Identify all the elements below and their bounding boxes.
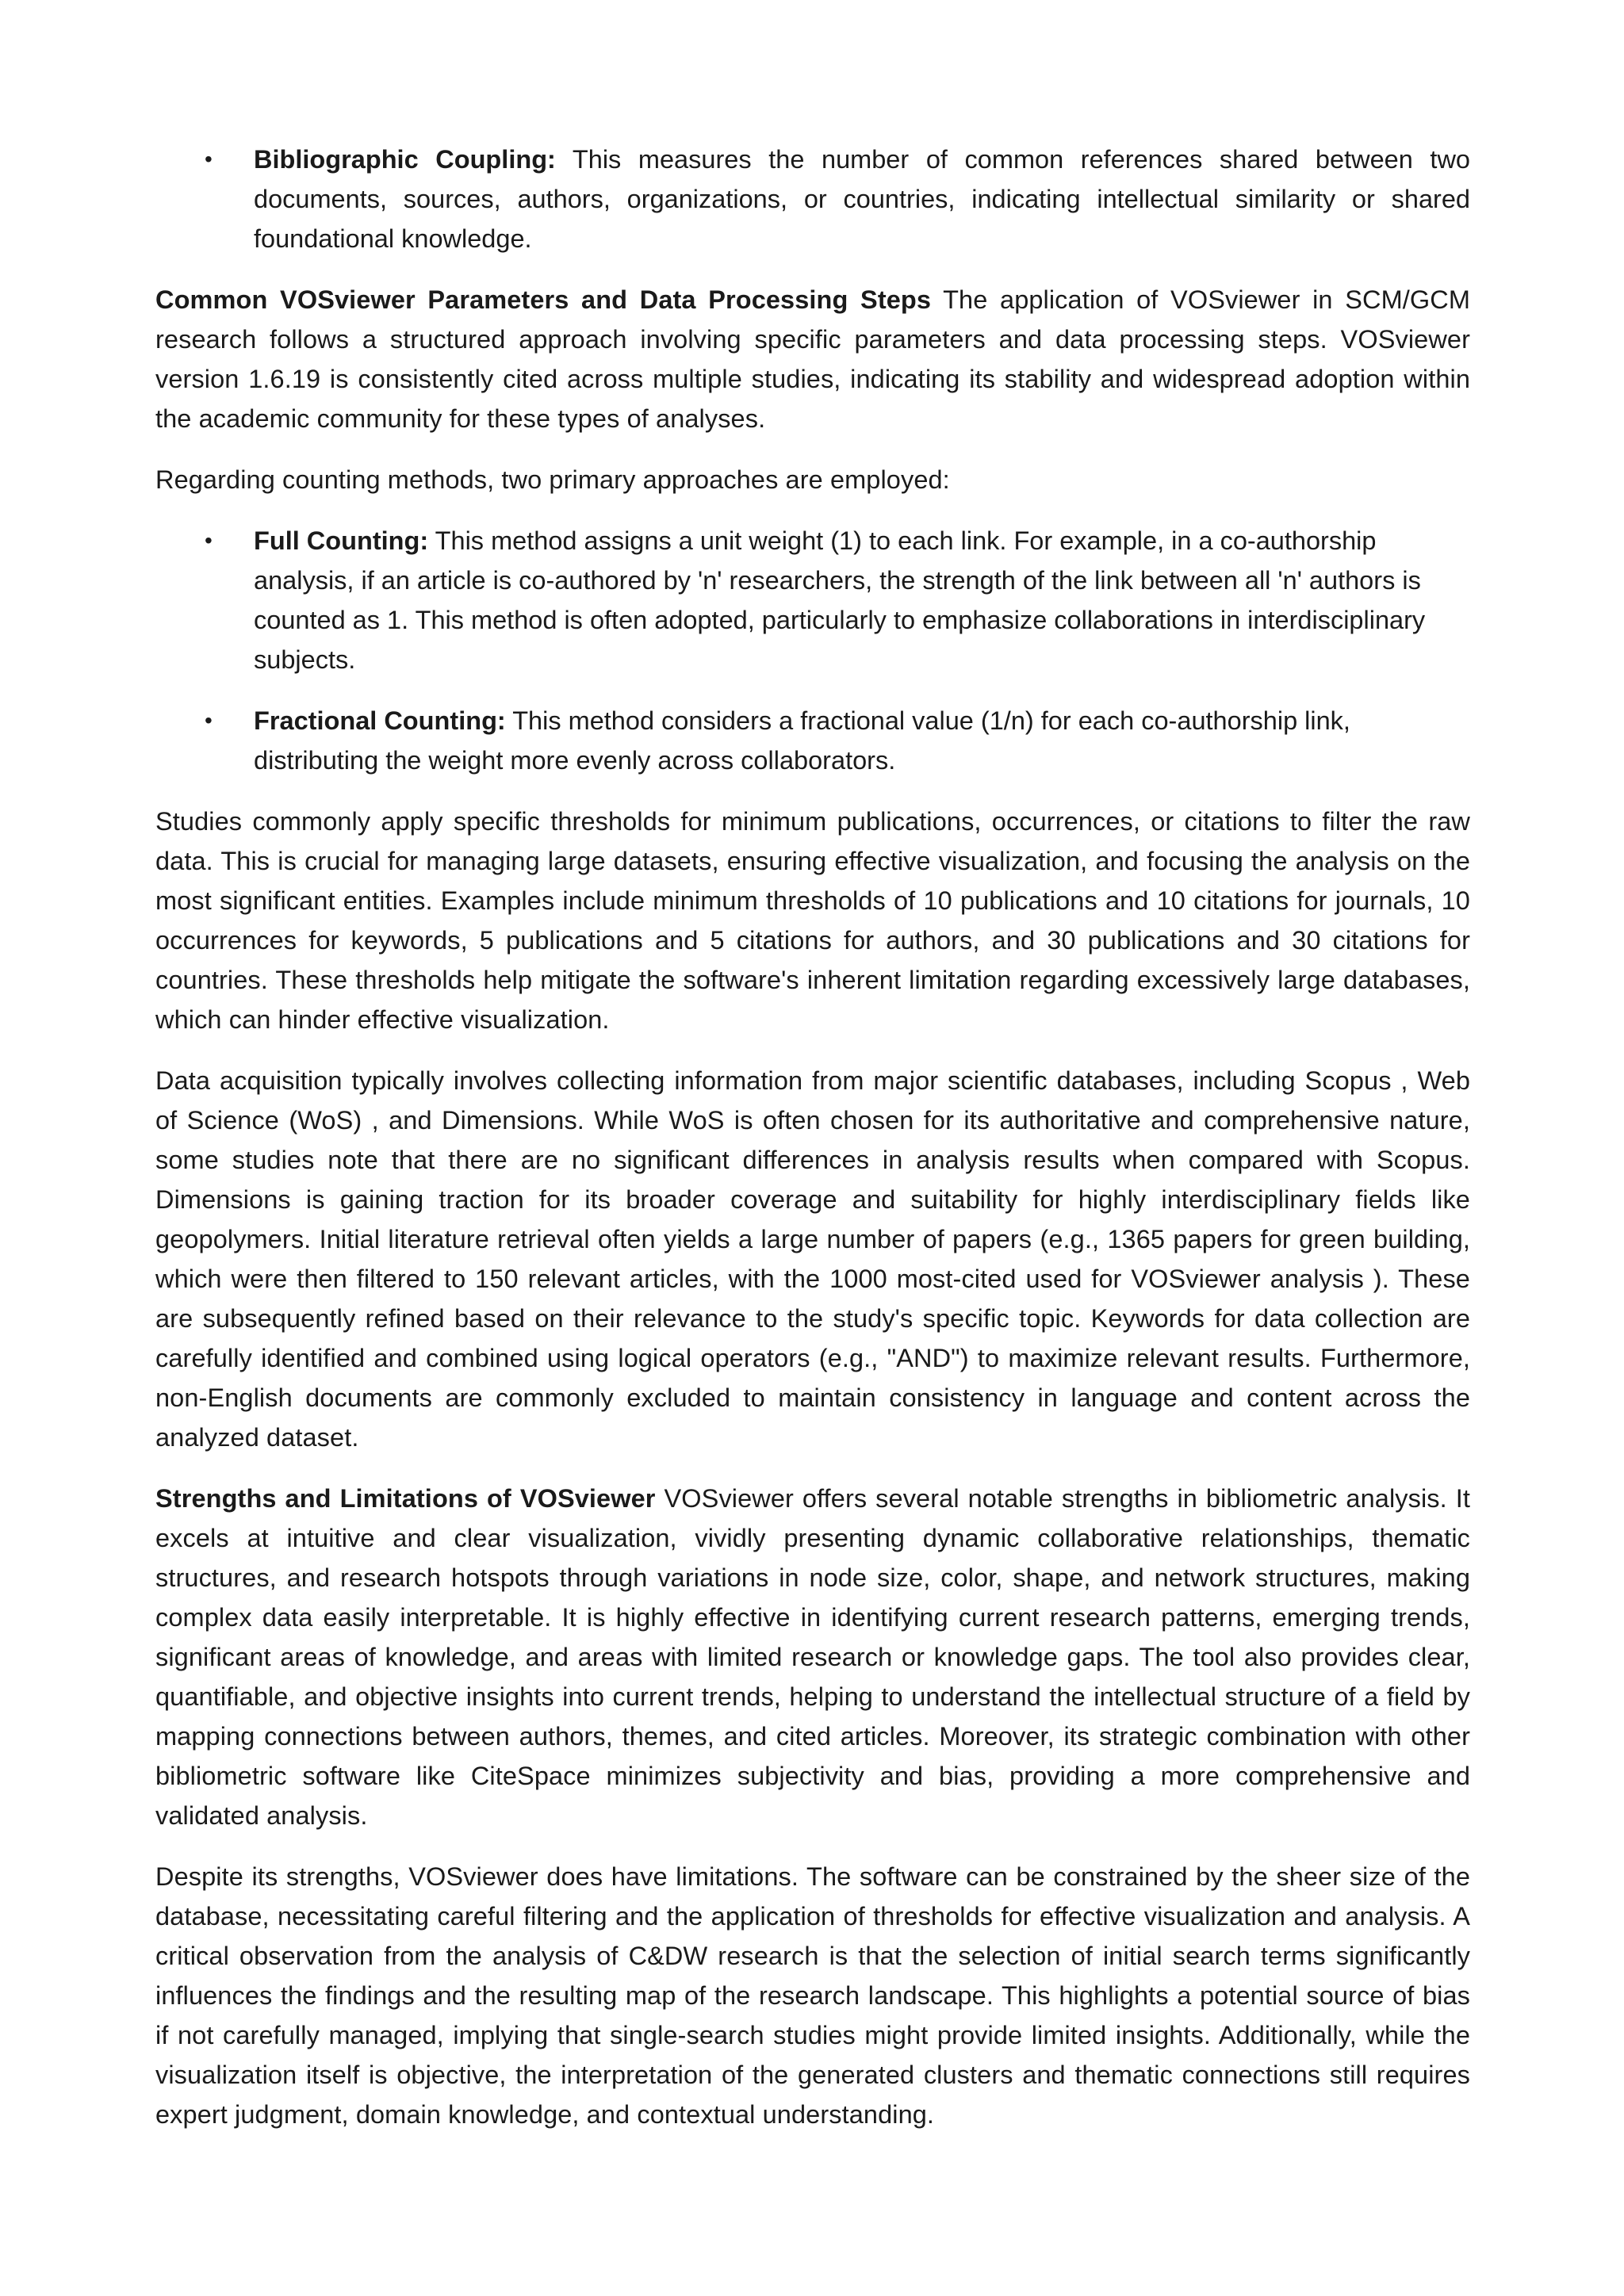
- paragraph-text: VOSviewer offers several notable strengths in bibliometric analysis. It excels at intuitive and clear visualization, vividly presenting dynamic collaborative relationships, thematic structures, and research hotspots through variations in node size, color, shape, and network structures, making complex data easily interpretable. It is highly effective in identifying current research patterns, emerging trends, significant areas of knowledge, and areas with limited research or knowledge gaps. The tool also provides clear, quantifiable, and objective insights into current trends, helping to understand the intellectual structure of a field by mapping connections between authors, themes, and cited articles. Moreover, its strategic combination with other bibliometric software like CiteSpace minimizes subjectivity and bias, providing a more comprehensive and validated analysis.: [155, 1484, 1470, 1830]
- term-text: This method considers a fractional value (1/n) for each co-authorship link, distributing the weight more evenly across collaborators.: [254, 706, 1350, 775]
- section-heading: Strengths and Limitations of VOSviewer: [155, 1484, 656, 1513]
- bullet-marker: •: [205, 147, 213, 171]
- paragraph-counting-intro: Regarding counting methods, two primary approaches are employed:: [155, 465, 950, 494]
- section-heading: Common VOSviewer Parameters and Data Processing Steps: [155, 285, 932, 314]
- paragraph-text: The application of VOSviewer in SCM/GCM research follows a structured approach involving specific parameters and data processing steps. VOSviewer version 1.6.19 is consistently cited across multiple studies, indicating its stability and widespread adoption within the academic community for these types of analyses.: [155, 285, 1470, 433]
- list-item-full-counting: [155, 521, 1470, 679]
- term-text: This measures the number of common references shared between two documents, sources, authors, organizations, or countries, indicating intellectual similarity or shared foundational knowledge.: [254, 145, 1470, 253]
- paragraph-limitations: Despite its strengths, VOSviewer does have limitations. The software can be constrained by the sheer size of the database, necessitating careful filtering and the application of thresholds for effective visualization and analysis. A critical observation from the analysis of C&DW research is that the selection of initial search terms significantly influences the findings and the resulting map of the research landscape. This highlights a potential source of bias if not carefully managed, implying that single-search studies might provide limited insights. Additionally, while the visualization itself is objective, the interpretation of the generated clusters and thematic connections still requires expert judgment, domain knowledge, and contextual understanding.: [155, 1862, 1470, 2129]
- paragraph-parameters: [155, 280, 1470, 438]
- bullet-marker: •: [205, 528, 213, 553]
- term-title: Fractional Counting:: [254, 706, 506, 735]
- list-item-fractional-counting: [155, 701, 1470, 780]
- term-text: This method assigns a unit weight (1) to each link. For example, in a co-authorship analysis, if an article is co-authored by 'n' researchers, the strength of the link between all 'n' authors is counted as 1. This method is often adopted, particularly to emphasize collaborations in interdisciplinary subjects.: [254, 526, 1426, 674]
- term-title: Bibliographic Coupling:: [254, 145, 556, 174]
- paragraph-data-acquisition: Data acquisition typically involves collecting information from major scientific databases, including Scopus , Web of Science (WoS) , and Dimensions. While WoS is often chosen for its authoritative and comprehensive nature, some studies note that there are no significant differences in analysis results when compared with Scopus. Dimensions is gaining traction for its broader coverage and suitability for highly interdisciplinary fields like geopolymers. Initial literature retrieval often yields a large number of papers (e.g., 1365 papers for green building, which were then filtered to 150 relevant articles, with the 1000 most-cited used for VOSviewer analysis ). These are subsequently refined based on their relevance to the study's specific topic. Keywords for data collection are carefully identified and combined using logical operators (e.g., "AND") to maximize relevant results. Furthermore, non-English documents are commonly excluded to maintain consistency in language and content across the analyzed dataset.: [155, 1066, 1470, 1452]
- paragraph-strengths: [155, 1479, 1470, 1835]
- document-page: [155, 140, 1470, 2156]
- paragraph-thresholds: Studies commonly apply specific thresholds for minimum publications, occurrences, or citations to filter the raw data. This is crucial for managing large datasets, ensuring effective visualization, and focusing the analysis on the most significant entities. Examples include minimum thresholds of 10 publications and 10 citations for journals, 10 occurrences for keywords, 5 publications and 5 citations for authors, and 30 publications and 30 citations for countries. These thresholds help mitigate the software's inherent limitation regarding excessively large databases, which can hinder effective visualization.: [155, 807, 1470, 1034]
- list-item-bibliographic-coupling: [155, 140, 1470, 258]
- term-title: Full Counting:: [254, 526, 429, 555]
- bullet-marker: •: [205, 708, 213, 733]
